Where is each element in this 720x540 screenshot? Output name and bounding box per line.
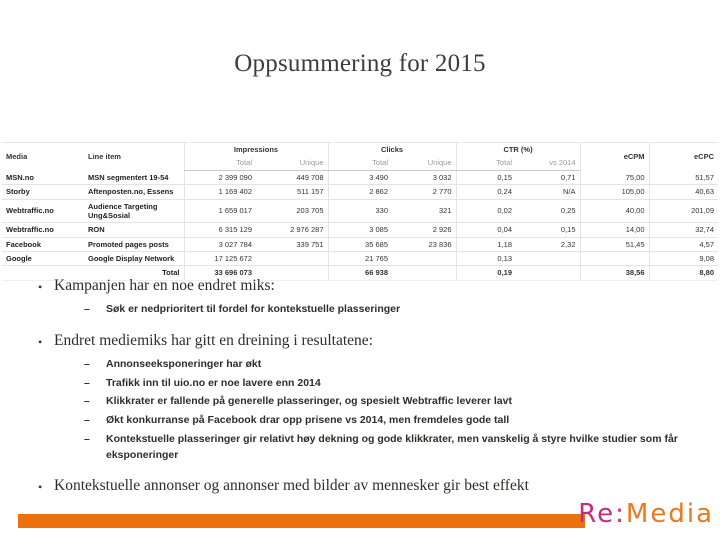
cell-imp_total: 3 027 784 xyxy=(184,237,256,251)
cell-line_item: Aftenposten.no, Essens xyxy=(84,185,184,199)
cell-ecpm: 75,00 xyxy=(580,170,649,184)
sub-bullet-item xyxy=(84,413,706,429)
table-row xyxy=(2,252,718,266)
sub-bullet-text: Annonseeksponeringer har økt xyxy=(106,357,262,370)
cell-ecpc: 8,80 xyxy=(649,266,718,280)
cell-ecpm: 14,00 xyxy=(580,223,649,237)
cell-ecpc: 4,57 xyxy=(649,237,718,251)
cell-imp_total: 1 169 402 xyxy=(184,185,256,199)
sub-bullet-text: Trafikk inn til uio.no er noe lavere enn 2014 xyxy=(106,376,321,389)
cell-ecpm: 38,56 xyxy=(580,266,649,280)
bullet-list xyxy=(28,277,706,502)
cell-imp_unique: 449 708 xyxy=(256,170,328,184)
table-row xyxy=(2,237,718,251)
column-header-media: Media xyxy=(6,151,28,161)
cell-ecpc: 51,57 xyxy=(649,170,718,184)
cell-clicks_total: 35 685 xyxy=(328,237,392,251)
sub-bullet-item xyxy=(84,432,706,464)
cell-imp_total: 6 315 129 xyxy=(184,223,256,237)
cell-clicks_unique: 3 032 xyxy=(392,170,456,184)
cell-line_item: Total xyxy=(162,268,180,278)
bullet-text: Kontekstuelle annonser og annonser med bilder av mennesker gir best effekt xyxy=(54,477,529,495)
column-header-line-item: Line item xyxy=(88,151,121,161)
cell-ctr_vs2014: 0,15 xyxy=(516,223,580,237)
cell-media: Storby xyxy=(2,185,84,199)
table-row xyxy=(2,199,718,223)
subheader-clicks-unique: Unique xyxy=(392,156,456,170)
cell-media: MSN.no xyxy=(2,170,84,184)
subheader-impressions-unique: Unique xyxy=(256,156,328,170)
cell-imp_unique: 2 976 287 xyxy=(256,223,328,237)
cell-ctr_vs2014: 0,71 xyxy=(516,170,580,184)
cell-ctr_total: 1,18 xyxy=(456,237,516,251)
logo-media: Media xyxy=(625,499,714,529)
subheader-ctr-total: Total xyxy=(456,156,516,170)
report-table xyxy=(2,143,718,280)
sub-bullet-item xyxy=(84,357,706,373)
cell-ecpc: 40,63 xyxy=(649,185,718,199)
sub-bullet-marker: – xyxy=(84,357,90,370)
sub-bullet-text: Kontekstuelle plasseringer gir relativt høy dekning og gode klikkrater, men vanskelig å styre hvilke studier som får eksponeringer xyxy=(106,432,678,461)
cell-line_item: RON xyxy=(84,223,184,237)
cell-ecpm xyxy=(580,252,649,266)
subheader-clicks-total: Total xyxy=(328,156,392,170)
cell-clicks_unique: 2 770 xyxy=(392,185,456,199)
cell-clicks_total: 21 765 xyxy=(328,252,392,266)
cell-media: Google xyxy=(2,252,84,266)
cell-ctr_vs2014: N/A xyxy=(516,185,580,199)
cell-clicks_unique: 321 xyxy=(392,199,456,223)
report-table-body xyxy=(2,170,718,280)
cell-clicks_unique: 2 926 xyxy=(392,223,456,237)
sub-bullet-item xyxy=(84,394,706,410)
sub-bullet-item xyxy=(84,376,706,392)
sub-bullet-text: Klikkrater er fallende på generelle plasseringer, og spesielt Webtraffic leverer lavt xyxy=(106,395,512,408)
subheader-impressions-total: Total xyxy=(184,156,256,170)
sub-bullet-text: Økt konkurranse på Facebook drar opp prisene vs 2014, men fremdeles gode tall xyxy=(106,414,510,426)
cell-clicks_total: 66 938 xyxy=(328,266,392,280)
cell-media: Webtraffic.no xyxy=(2,223,84,237)
sub-bullet-text: Søk er nedprioritert til fordel for kontekstuelle plasseringer xyxy=(106,303,401,315)
cell-ctr_total: 0,15 xyxy=(456,170,516,184)
cell-ecpm: 51,45 xyxy=(580,237,649,251)
bullet-item xyxy=(28,277,706,297)
cell-ecpm: 40,00 xyxy=(580,199,649,223)
bullet-item xyxy=(28,332,706,352)
column-header-ctr: CTR (%) xyxy=(456,143,580,156)
report-table-container xyxy=(2,142,718,281)
cell-imp_total: 33 696 073 xyxy=(184,266,256,280)
bullet-text: Endret mediemiks har gitt en dreining i resultatene: xyxy=(54,331,373,349)
cell-imp_unique: 203 705 xyxy=(256,199,328,223)
cell-clicks_unique: 23 836 xyxy=(392,237,456,251)
cell-line_item: Promoted pages posts xyxy=(84,237,184,251)
table-row xyxy=(2,185,718,199)
cell-ctr_total: 0,13 xyxy=(456,252,516,266)
column-header-clicks: Clicks xyxy=(328,143,456,156)
cell-ctr_vs2014: 0,25 xyxy=(516,199,580,223)
slide-title: Oppsummering for 2015 xyxy=(234,50,486,77)
cell-ctr_total: 0,02 xyxy=(456,199,516,223)
cell-imp_unique: 511 157 xyxy=(256,185,328,199)
remedia-logo xyxy=(578,499,714,533)
sub-bullet-marker: – xyxy=(84,395,90,408)
cell-imp_unique: 339 751 xyxy=(256,237,328,251)
footer-bar xyxy=(18,514,585,528)
table-row xyxy=(2,170,718,184)
sub-bullet-item xyxy=(84,302,706,318)
logo-colon: : xyxy=(615,499,626,529)
bullet-marker: • xyxy=(38,480,43,495)
bullet-item xyxy=(28,477,706,497)
cell-ecpc: 201,09 xyxy=(649,199,718,223)
sub-bullet-marker: – xyxy=(84,414,90,426)
cell-ctr_vs2014: 2,32 xyxy=(516,237,580,251)
cell-clicks_unique xyxy=(392,252,456,266)
bullet-marker: • xyxy=(38,280,43,294)
cell-clicks_total: 3 490 xyxy=(328,170,392,184)
table-row xyxy=(2,223,718,237)
column-header-impressions: Impressions xyxy=(184,143,328,156)
column-header-ecpc: eCPC xyxy=(649,143,718,170)
bullet-text: Kampanjen har en noe endret miks: xyxy=(54,277,275,294)
cell-imp_total: 17 125 672 xyxy=(184,252,256,266)
cell-clicks_total: 3 085 xyxy=(328,223,392,237)
bullet-marker: • xyxy=(38,334,43,349)
cell-media: Facebook xyxy=(2,237,84,251)
subheader-ctr-vs2014: vs 2014 xyxy=(516,156,580,170)
cell-ctr_total: 0,19 xyxy=(456,266,516,280)
cell-clicks_total: 330 xyxy=(328,199,392,223)
sub-bullet-marker: – xyxy=(84,376,90,389)
cell-media: Webtraffic.no xyxy=(2,199,84,223)
cell-ctr_vs2014 xyxy=(516,252,580,266)
cell-ecpc: 9,08 xyxy=(649,252,718,266)
column-header-ecpm: eCPM xyxy=(580,143,649,170)
cell-ecpm: 105,00 xyxy=(580,185,649,199)
cell-line_item: Audience Targeting Ung&Sosial xyxy=(84,199,184,223)
cell-ecpc: 32,74 xyxy=(649,223,718,237)
logo-re: Re xyxy=(578,499,616,529)
cell-line_item: MSN segmentert 19-54 xyxy=(84,170,184,184)
cell-line_item: Google Display Network xyxy=(84,252,184,266)
sub-bullet-marker: – xyxy=(84,432,90,445)
cell-clicks_total: 2 862 xyxy=(328,185,392,199)
cell-ctr_total: 0,24 xyxy=(456,185,516,199)
cell-ctr_total: 0,04 xyxy=(456,223,516,237)
cell-imp_total: 2 399 090 xyxy=(184,170,256,184)
cell-imp_total: 1 659 017 xyxy=(184,199,256,223)
cell-imp_unique xyxy=(256,252,328,266)
sub-bullet-marker: – xyxy=(84,303,90,315)
